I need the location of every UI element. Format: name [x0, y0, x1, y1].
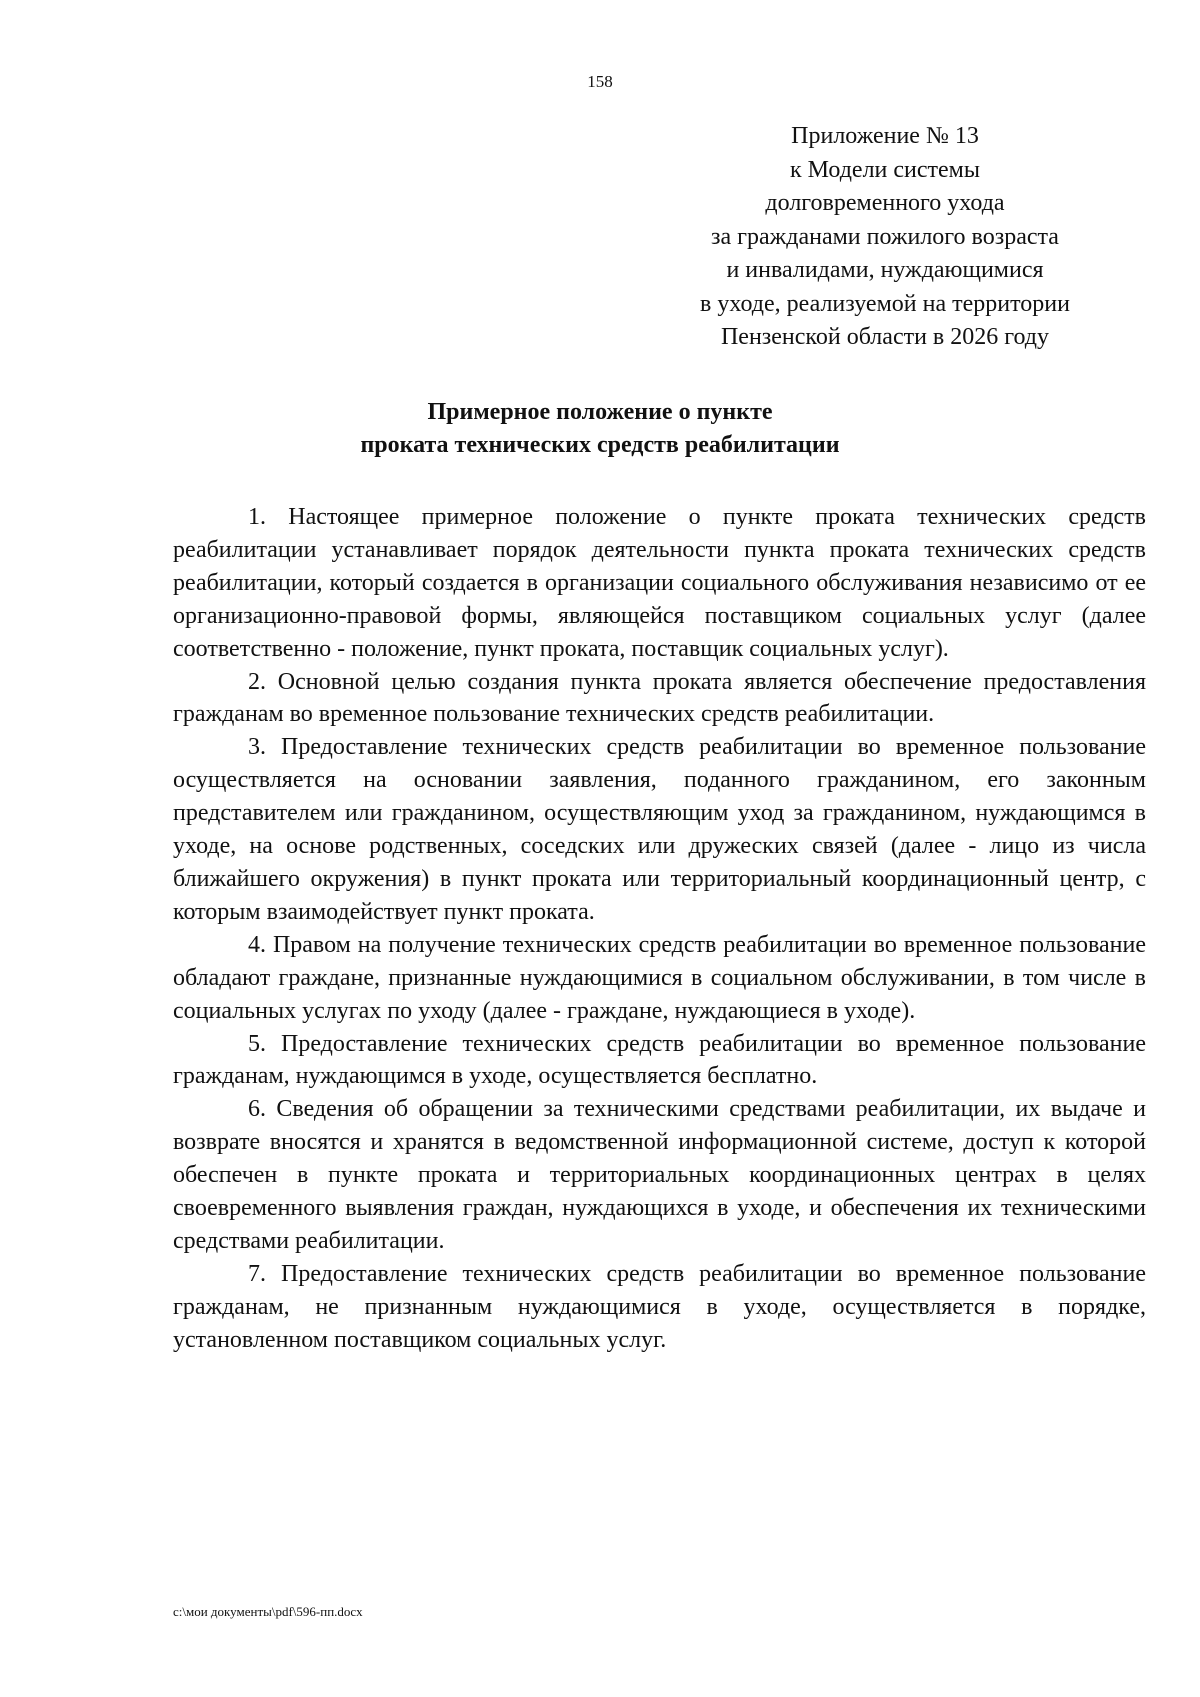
appendix-line: и инвалидами, нуждающимися	[726, 257, 1044, 283]
document-body	[173, 501, 1146, 1357]
paragraph-7: 7. Предоставление технических средств реабилитации во временное пользование гражданам, не признанным нуждающимися в уходе, осуществляется в порядке, установленном поставщиком социальных услуг.	[173, 1260, 1146, 1353]
document-title	[0, 396, 1200, 462]
appendix-header	[690, 120, 1080, 355]
document-title-line-2: проката технических средств реабилитации	[360, 432, 840, 458]
paragraph-6: 6. Сведения об обращении за техническими средствами реабилитации, их выдаче и возврате вносятся и хранятся в ведомственной информационной системе, доступ к которой обеспечен в пункте проката и территориальных координационных центрах в целях своевременного выявления граждан, нуждающихся в уходе, и обеспечения их техническими средствами реабилитации.	[173, 1096, 1146, 1254]
document-title-line-1: Примерное положение о пункте	[427, 399, 773, 425]
appendix-line: в уходе, реализуемой на территории	[700, 290, 1070, 317]
appendix-line: за гражданами пожилого возраста	[711, 223, 1059, 250]
paragraph-3: 3. Предоставление технических средств реабилитации во временное пользование осуществляется на основании заявления, поданного гражданином, его законным представителем или гражданином, осуществляющим уход за гражданином, нуждающимся в уходе, на основе родственных, соседских или дружеских связей (далее - лицо из числа ближайшего окружения) в пункт проката или территориальный координационный центр, с которым взаимодействует пункт проката.	[173, 734, 1146, 925]
page-number: 158	[587, 72, 613, 91]
appendix-line: к Модели системы	[790, 156, 980, 183]
paragraph-5: 5. Предоставление технических средств реабилитации во временное пользование гражданам, нуждающимся в уходе, осуществляется бесплатно.	[173, 1030, 1146, 1090]
paragraph-2: 2. Основной целью создания пункта проката является обеспечение предоставления гражданам во временное пользование технических средств реабилитации.	[173, 668, 1146, 728]
appendix-line: Пензенской области в 2026 году	[720, 324, 1050, 350]
footer-file-path: c:\мои документы\pdf\596-пп.docx	[173, 1604, 363, 1619]
appendix-line: Приложение № 13	[791, 123, 979, 149]
paragraph-1: 1. Настоящее примерное положение о пункте проката технических средств реабилитации устанавливает порядок деятельности пункта проката технических средств реабилитации, который создается в организации социального обслуживания независимо от ее организационно-правовой формы, являющейся поставщиком социальных услуг (далее соответственно - положение, пункт проката, поставщик социальных услуг).	[173, 504, 1146, 662]
appendix-line: долговременного ухода	[765, 190, 1005, 216]
paragraph-4: 4. Правом на получение технических средств реабилитации во временное пользование обладают граждане, признанные нуждающимися в социальном обслуживании, в том числе в социальных услугах по уходу (далее - граждане, нуждающиеся в уходе).	[173, 931, 1146, 1024]
